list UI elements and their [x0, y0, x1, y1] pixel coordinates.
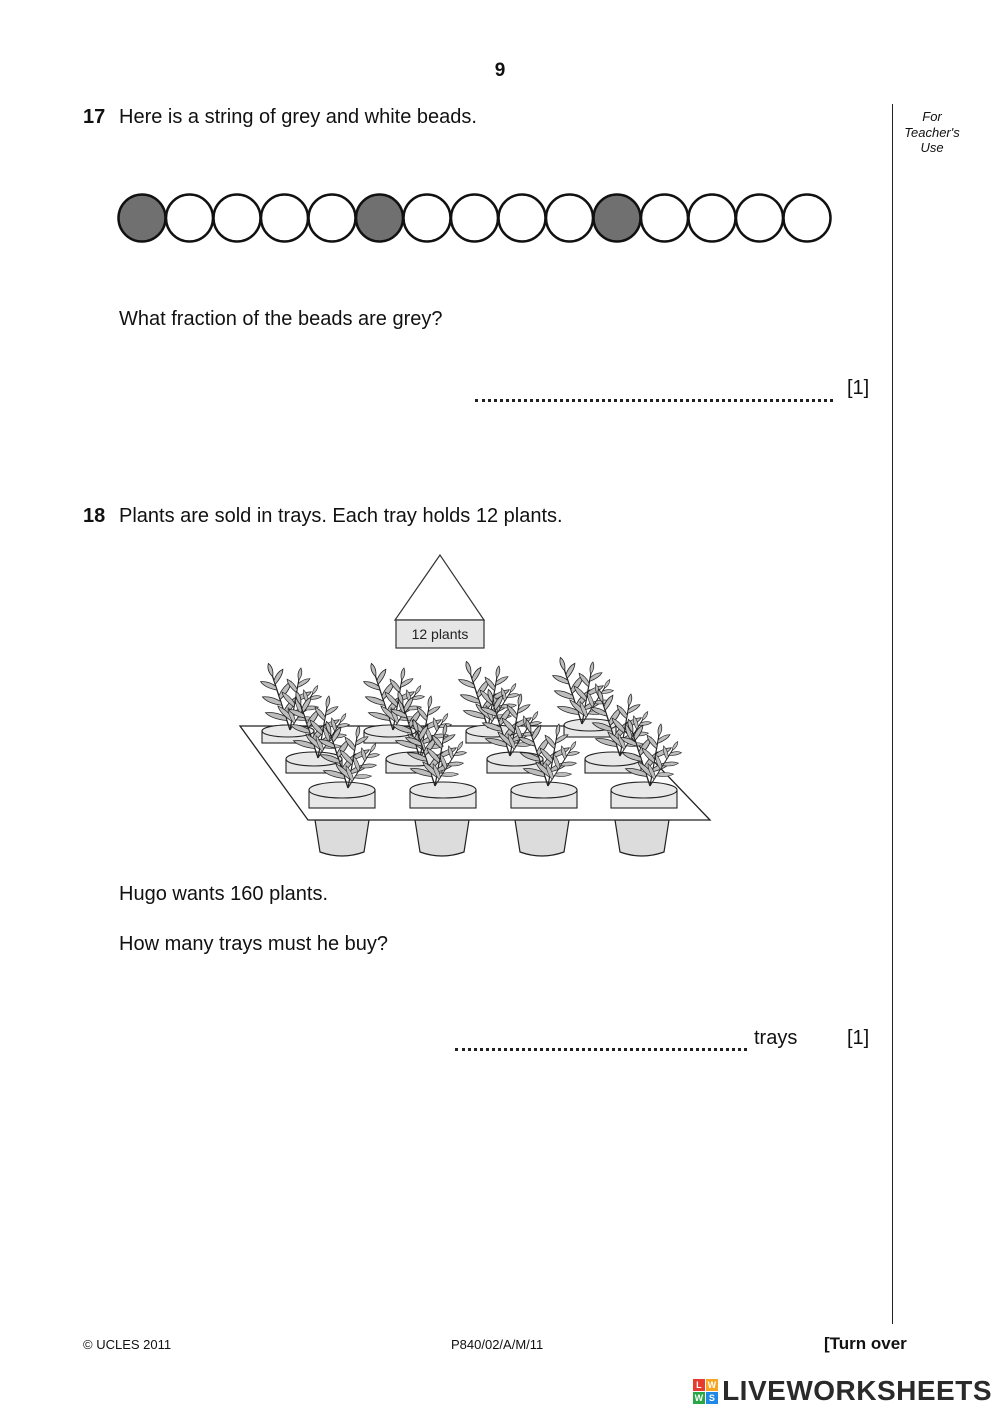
teacher-note-line: Use — [920, 140, 944, 155]
q17-text: Here is a string of grey and white beads. — [119, 106, 477, 128]
white-bead — [404, 195, 451, 242]
liveworksheets-brand[interactable] — [693, 1375, 992, 1407]
margin-rule — [892, 104, 893, 1324]
q18-statement: Hugo wants 160 plants. — [119, 883, 329, 905]
paper-code: P840/02/A/M/11 — [451, 1337, 544, 1352]
q18-text: Plants are sold in trays. Each tray holds 12 plants. — [119, 505, 563, 527]
q18-mark: [1] — [847, 1027, 870, 1049]
white-bead — [451, 195, 498, 242]
q17-number: 17 — [83, 106, 106, 128]
q17-question: What fraction of the beads are grey? — [119, 308, 443, 330]
q18-question: How many trays must he buy? — [119, 933, 388, 955]
q17-answer-line[interactable] — [475, 399, 833, 402]
white-bead — [546, 195, 593, 242]
q18-answer-line[interactable] — [455, 1048, 747, 1051]
white-bead — [261, 195, 308, 242]
logo-tile: S — [706, 1392, 718, 1404]
q17-mark: [1] — [847, 377, 870, 399]
teacher-note-line: Teacher's — [904, 124, 960, 140]
white-bead — [309, 195, 356, 242]
logo-tile: W — [694, 1392, 704, 1403]
white-bead — [641, 195, 688, 242]
white-bead — [499, 195, 546, 242]
white-bead — [736, 195, 783, 242]
white-bead — [166, 195, 213, 242]
logo-tile: W — [707, 1379, 717, 1390]
grey-bead — [594, 195, 641, 242]
logo-tile: L — [693, 1379, 705, 1391]
bead-string — [110, 185, 850, 255]
q18-unit: trays — [754, 1027, 798, 1049]
brand-name: LIVEWORKSHEETS — [722, 1375, 992, 1406]
tray-label-text: 12 plants — [411, 626, 469, 642]
page-number: 9 — [494, 60, 506, 81]
teacher-use-note — [897, 109, 967, 156]
plant-tray-illustration — [230, 548, 730, 868]
teacher-note-line: For — [922, 109, 942, 124]
grey-bead — [356, 195, 403, 242]
grey-bead — [119, 195, 166, 242]
white-bead — [214, 195, 261, 242]
white-bead — [784, 195, 831, 242]
q18-number: 18 — [83, 505, 106, 527]
turn-over: [Turn over — [824, 1334, 907, 1353]
liveworksheets-logo-icon — [693, 1379, 718, 1404]
copyright: © UCLES 2011 — [83, 1337, 172, 1352]
white-bead — [689, 195, 736, 242]
